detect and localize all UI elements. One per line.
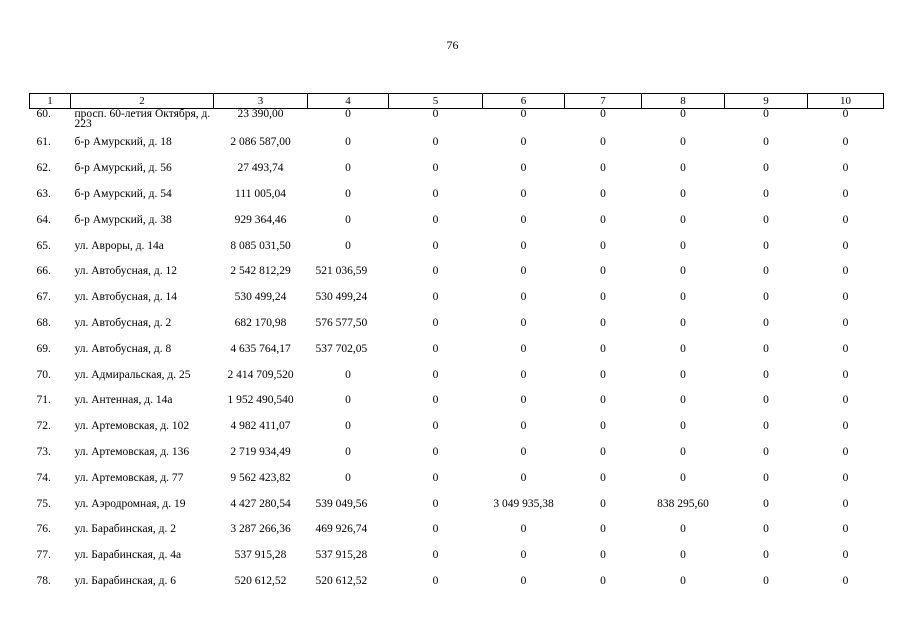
table-body — [30, 109, 884, 595]
col5-cell: 0 — [432, 471, 439, 484]
col4-cell: 537 702,05 — [315, 342, 368, 355]
col8-cell: 0 — [680, 162, 686, 175]
col4-cell: 0 — [345, 239, 351, 252]
col8-cell: 0 — [680, 213, 686, 226]
address-cell: ул. Барабинская, д. 4а — [74, 549, 182, 562]
col9-cell: 0 — [763, 108, 769, 120]
address-cell: б-р Амурский, д. 54 — [74, 187, 172, 200]
col3-cell: 2 542 812,29 — [230, 265, 291, 278]
col10-cell: 0 — [842, 497, 849, 510]
col9-cell: 0 — [763, 187, 769, 200]
row-number: 67. — [36, 291, 51, 304]
col7-cell: 0 — [600, 523, 606, 536]
col10-cell: 0 — [842, 368, 849, 381]
row-number: 72. — [36, 420, 51, 433]
col4-cell: 0 — [345, 368, 351, 381]
table-row — [30, 388, 884, 414]
col6-cell: 0 — [520, 420, 527, 433]
table-row — [30, 543, 884, 569]
address-cell: ул. Адмиральская, д. 25 — [74, 368, 191, 381]
col3-cell: 2 719 934,49 — [230, 445, 291, 458]
address-cell: ул. Авроры, д. 14а — [74, 239, 164, 252]
col4-cell: 539 049,56 — [315, 497, 368, 510]
col6-cell: 0 — [520, 108, 527, 120]
col10-cell: 0 — [842, 523, 849, 536]
col7-cell: 0 — [600, 549, 606, 562]
address-cell: ул. Автобусная, д. 2 — [74, 316, 172, 329]
address-cell: ул. Артемовская, д. 136 — [74, 445, 190, 458]
col10-cell: 0 — [842, 420, 849, 433]
row-number: 77. — [36, 549, 51, 562]
address-cell: ул. Автобусная, д. 12 — [74, 265, 177, 278]
col3-cell: 929 364,46 — [234, 213, 287, 226]
col10-cell: 0 — [842, 108, 849, 120]
col7-cell: 0 — [600, 187, 606, 200]
row-number: 61. — [36, 136, 51, 149]
col6-cell: 0 — [520, 316, 527, 329]
col9-cell: 0 — [763, 136, 769, 149]
col5-cell: 0 — [432, 239, 439, 252]
col4-cell: 0 — [345, 162, 351, 175]
row-number: 62. — [36, 162, 51, 175]
table-row — [30, 362, 884, 388]
row-number: 60. — [36, 108, 51, 120]
col10-cell: 0 — [842, 549, 849, 562]
col9-cell: 0 — [763, 420, 769, 433]
col8-cell: 0 — [680, 549, 686, 562]
col3-cell: 4 635 764,17 — [230, 342, 291, 355]
col8-cell: 0 — [680, 368, 686, 381]
col5-cell: 0 — [432, 316, 439, 329]
col10-cell: 0 — [842, 162, 849, 175]
row-number: 74. — [36, 471, 51, 484]
col5-cell: 0 — [432, 136, 439, 149]
col3-cell: 682 170,98 — [234, 316, 287, 329]
col5-cell: 0 — [432, 291, 439, 304]
col8-cell: 0 — [680, 291, 686, 304]
col8-cell: 0 — [680, 420, 686, 433]
col4-cell: 0 — [345, 420, 351, 433]
col4-cell: 520 612,52 — [315, 574, 368, 587]
col6-cell: 0 — [520, 523, 527, 536]
col7-cell: 0 — [600, 239, 606, 252]
col3-cell: 23 390,00 — [237, 108, 284, 120]
col6-cell: 0 — [520, 136, 527, 149]
col5-cell: 0 — [432, 394, 439, 407]
column-header: 7 — [565, 94, 642, 109]
data-table — [29, 93, 884, 594]
col10-cell: 0 — [842, 394, 849, 407]
address-cell: ул. Артемовская, д. 77 — [74, 471, 184, 484]
col8-cell: 0 — [680, 394, 686, 407]
table-row — [30, 130, 884, 156]
page-number: 76 — [446, 38, 459, 52]
table-row — [30, 465, 884, 491]
col3-cell: 1 952 490,540 — [227, 394, 294, 407]
col5-cell: 0 — [432, 342, 439, 355]
col3-cell: 2 414 709,520 — [227, 368, 294, 381]
table-row — [30, 311, 884, 337]
address-cell: б-р Амурский, д. 38 — [74, 213, 172, 226]
col4-cell: 537 915,28 — [315, 549, 368, 562]
col10-cell: 0 — [842, 316, 849, 329]
table-row — [30, 156, 884, 182]
col3-cell: 9 562 423,82 — [230, 471, 291, 484]
address-cell: просп. 60-летия Октября, д. 223 — [74, 108, 211, 130]
address-cell: ул. Антенная, д. 14а — [74, 394, 173, 407]
col8-cell: 0 — [680, 239, 686, 252]
col6-cell: 0 — [520, 574, 527, 587]
col8-cell: 838 295,60 — [657, 497, 709, 510]
col4-cell: 0 — [345, 187, 351, 200]
col9-cell: 0 — [763, 549, 769, 562]
col7-cell: 0 — [600, 445, 606, 458]
col6-cell: 0 — [520, 394, 527, 407]
col4-cell: 0 — [345, 471, 351, 484]
col5-cell: 0 — [432, 549, 439, 562]
address-cell: ул. Автобусная, д. 8 — [74, 342, 172, 355]
col9-cell: 0 — [763, 445, 769, 458]
col10-cell: 0 — [842, 239, 849, 252]
column-header: 2 — [71, 94, 214, 109]
col5-cell: 0 — [432, 420, 439, 433]
row-number: 71. — [36, 394, 51, 407]
row-number: 69. — [36, 342, 51, 355]
col4-cell: 469 926,74 — [315, 523, 368, 536]
col7-cell: 0 — [600, 162, 606, 175]
col3-cell: 27 493,74 — [237, 162, 284, 175]
col8-cell: 0 — [680, 471, 686, 484]
table-row — [30, 182, 884, 208]
address-cell: ул. Автобусная, д. 14 — [74, 291, 177, 304]
col10-cell: 0 — [842, 574, 849, 587]
address-cell: ул. Артемовская, д. 102 — [74, 420, 190, 433]
col5-cell: 0 — [432, 523, 439, 536]
col4-cell: 0 — [345, 136, 351, 149]
col6-cell: 0 — [520, 549, 527, 562]
table-row — [30, 233, 884, 259]
col6-cell: 0 — [520, 291, 527, 304]
col10-cell: 0 — [842, 136, 849, 149]
row-number: 63. — [36, 187, 51, 200]
col6-cell: 0 — [520, 445, 527, 458]
col8-cell: 0 — [680, 523, 686, 536]
col4-cell: 521 036,59 — [315, 265, 368, 278]
col8-cell: 0 — [680, 187, 686, 200]
col9-cell: 0 — [763, 368, 769, 381]
column-header: 9 — [725, 94, 808, 109]
address-cell: ул. Барабинская, д. 6 — [74, 574, 176, 587]
col3-cell: 8 085 031,50 — [230, 239, 291, 252]
col5-cell: 0 — [432, 445, 439, 458]
column-header: 8 — [642, 94, 725, 109]
col4-cell: 0 — [345, 108, 351, 120]
col5-cell: 0 — [432, 108, 439, 120]
col10-cell: 0 — [842, 213, 849, 226]
col8-cell: 0 — [680, 445, 686, 458]
col3-cell: 2 086 587,00 — [230, 136, 291, 149]
col7-cell: 0 — [600, 574, 606, 587]
col4-cell: 0 — [345, 445, 351, 458]
col9-cell: 0 — [763, 471, 769, 484]
col10-cell: 0 — [842, 445, 849, 458]
col8-cell: 0 — [680, 265, 686, 278]
col7-cell: 0 — [600, 342, 606, 355]
col7-cell: 0 — [600, 136, 606, 149]
table-row — [30, 336, 884, 362]
col4-cell: 530 499,24 — [315, 291, 368, 304]
col5-cell: 0 — [432, 574, 439, 587]
table-row — [30, 517, 884, 543]
col6-cell: 0 — [520, 162, 527, 175]
col3-cell: 537 915,28 — [234, 549, 287, 562]
col9-cell: 0 — [763, 265, 769, 278]
col3-cell: 3 287 266,36 — [230, 523, 291, 536]
table-row — [30, 440, 884, 466]
col9-cell: 0 — [763, 574, 769, 587]
header-row — [30, 94, 884, 109]
col7-cell: 0 — [600, 213, 606, 226]
col5-cell: 0 — [432, 162, 439, 175]
col7-cell: 0 — [600, 394, 606, 407]
col7-cell: 0 — [600, 108, 606, 120]
col9-cell: 0 — [763, 213, 769, 226]
row-number: 78. — [36, 574, 51, 587]
col7-cell: 0 — [600, 316, 606, 329]
col6-cell: 0 — [520, 265, 527, 278]
col5-cell: 0 — [432, 187, 439, 200]
col5-cell: 0 — [432, 497, 439, 510]
column-header: 5 — [389, 94, 483, 109]
col6-cell: 3 049 935,38 — [493, 497, 554, 510]
table-row — [30, 259, 884, 285]
col7-cell: 0 — [600, 291, 606, 304]
col10-cell: 0 — [842, 265, 849, 278]
col8-cell: 0 — [680, 342, 686, 355]
col10-cell: 0 — [842, 471, 849, 484]
col4-cell: 0 — [345, 213, 351, 226]
row-number: 66. — [36, 265, 51, 278]
col6-cell: 0 — [520, 187, 527, 200]
address-cell: б-р Амурский, д. 56 — [74, 162, 172, 175]
col4-cell: 576 577,50 — [315, 316, 368, 329]
column-header: 4 — [308, 94, 389, 109]
col8-cell: 0 — [680, 136, 686, 149]
row-number: 65. — [36, 239, 51, 252]
col6-cell: 0 — [520, 239, 527, 252]
col6-cell: 0 — [520, 368, 527, 381]
col8-cell: 0 — [680, 574, 686, 587]
column-header: 3 — [214, 94, 308, 109]
table-row — [30, 491, 884, 517]
col5-cell: 0 — [432, 213, 439, 226]
address-cell: ул. Аэродромная, д. 19 — [74, 497, 186, 510]
col8-cell: 0 — [680, 316, 686, 329]
row-number: 64. — [36, 213, 51, 226]
column-header: 1 — [30, 94, 71, 109]
row-number: 70. — [36, 368, 51, 381]
column-header: 6 — [483, 94, 565, 109]
col3-cell: 4 982 411,07 — [230, 420, 291, 433]
col7-cell: 0 — [600, 471, 606, 484]
col3-cell: 4 427 280,54 — [230, 497, 291, 510]
col8-cell: 0 — [680, 108, 686, 120]
col7-cell: 0 — [600, 368, 606, 381]
table-row — [30, 569, 884, 595]
table-row — [30, 414, 884, 440]
col7-cell: 0 — [600, 420, 606, 433]
col9-cell: 0 — [763, 342, 769, 355]
table-row — [30, 109, 884, 131]
row-number: 68. — [36, 316, 51, 329]
address-cell: ул. Барабинская, д. 2 — [74, 523, 176, 536]
col9-cell: 0 — [763, 523, 769, 536]
row-number: 73. — [36, 445, 51, 458]
table-row — [30, 285, 884, 311]
col7-cell: 0 — [600, 265, 606, 278]
table-row — [30, 207, 884, 233]
col4-cell: 0 — [345, 394, 351, 407]
col3-cell: 520 612,52 — [234, 574, 287, 587]
col5-cell: 0 — [432, 265, 439, 278]
col6-cell: 0 — [520, 471, 527, 484]
col9-cell: 0 — [763, 316, 769, 329]
col10-cell: 0 — [842, 187, 849, 200]
row-number: 75. — [36, 497, 51, 510]
col3-cell: 111 005,04 — [235, 187, 286, 200]
col9-cell: 0 — [763, 162, 769, 175]
col9-cell: 0 — [763, 497, 769, 510]
column-header: 10 — [808, 94, 884, 109]
col6-cell: 0 — [520, 213, 527, 226]
col9-cell: 0 — [763, 239, 769, 252]
col9-cell: 0 — [763, 291, 769, 304]
col3-cell: 530 499,24 — [234, 291, 287, 304]
col6-cell: 0 — [520, 342, 527, 355]
col5-cell: 0 — [432, 368, 439, 381]
col10-cell: 0 — [842, 342, 849, 355]
col10-cell: 0 — [842, 291, 849, 304]
col9-cell: 0 — [763, 394, 769, 407]
col7-cell: 0 — [600, 497, 606, 510]
address-cell: б-р Амурский, д. 18 — [74, 136, 172, 149]
row-number: 76. — [36, 523, 51, 536]
